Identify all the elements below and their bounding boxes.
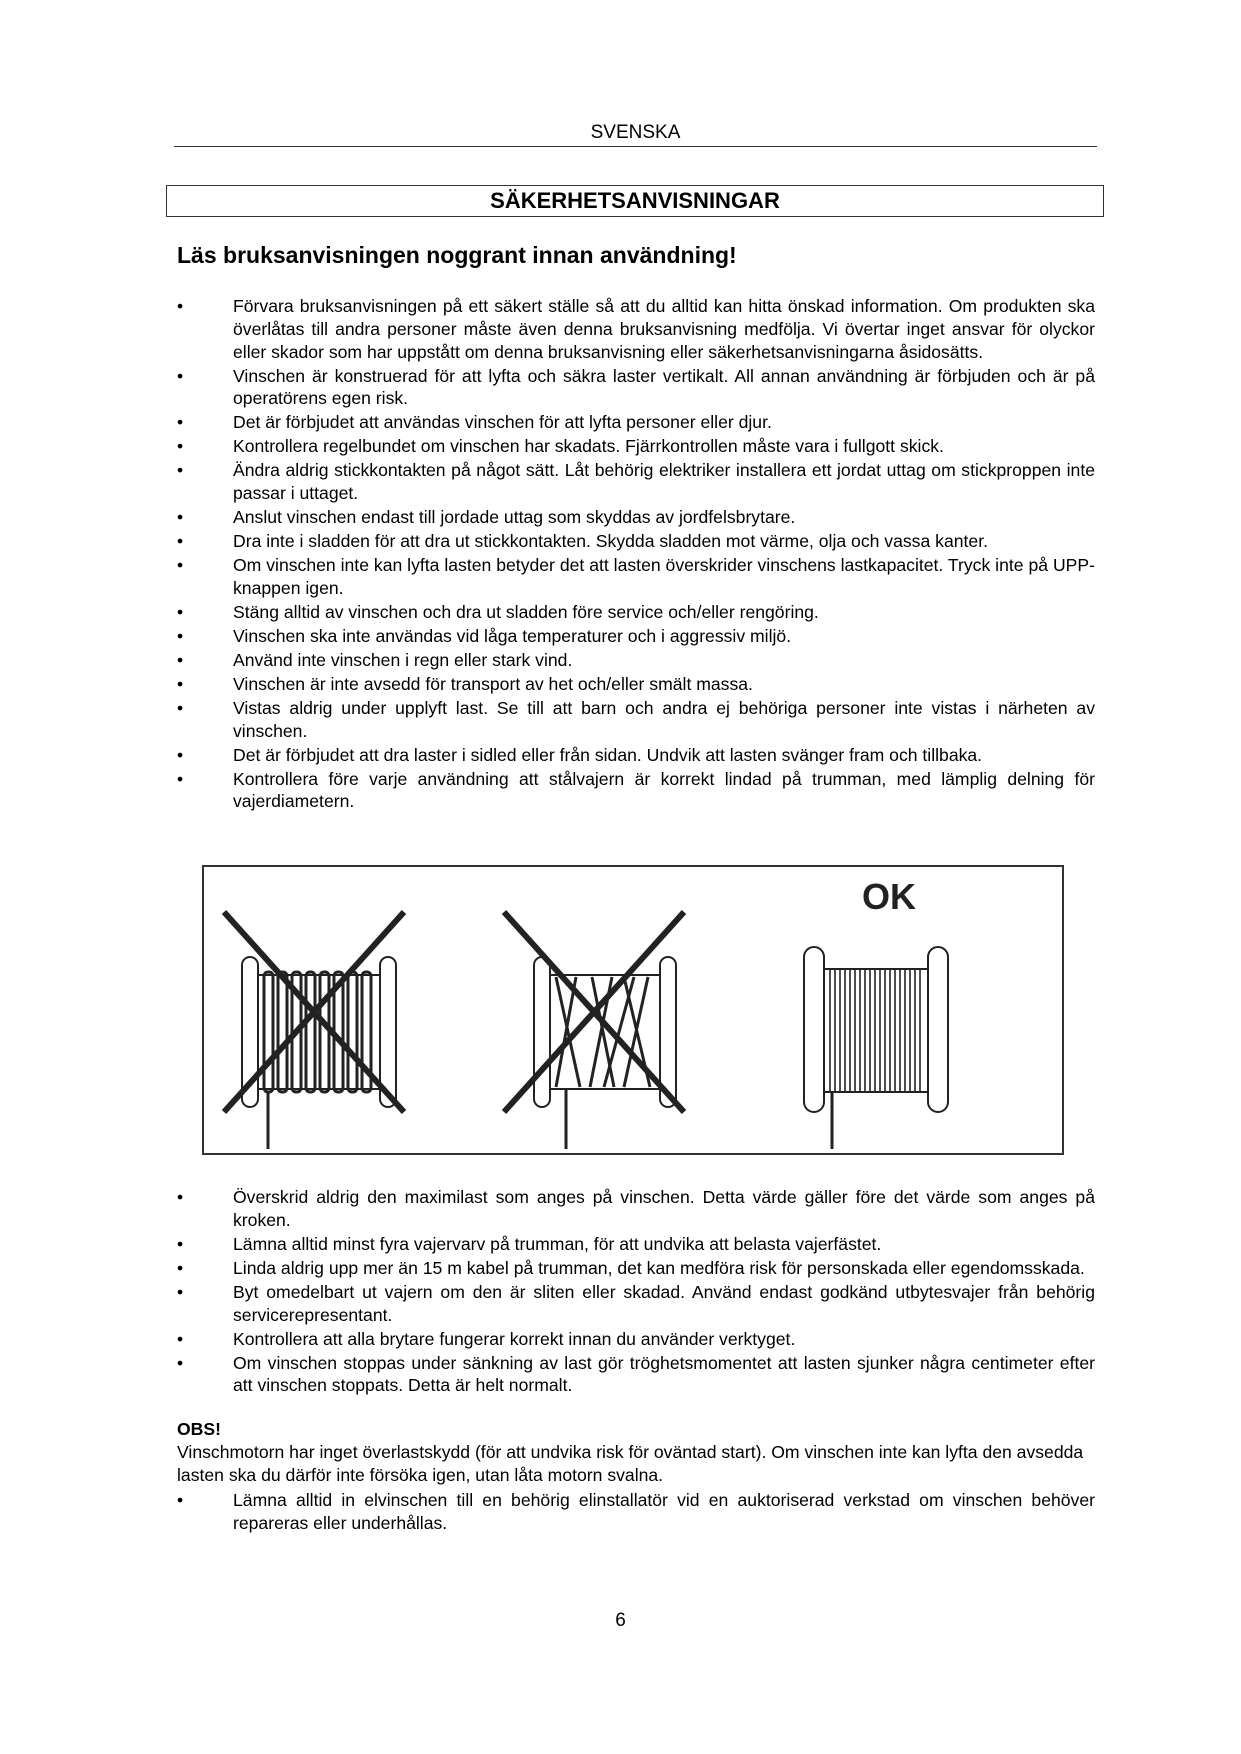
- bullet-icon: •: [177, 1257, 184, 1278]
- list-item-text: Vistas aldrig under upplyft last. Se till att barn och andra ej behöriga personer inte vistas i närheten av vinschen.: [233, 697, 1095, 741]
- list-item-text: Om vinschen stoppas under sänkning av last gör tröghetsmomentet att lasten sjunker några centimeter efter att vinschen stoppats. Detta är helt normalt.: [233, 1352, 1095, 1396]
- drum-correct-ok: [804, 947, 948, 1149]
- list-item: [177, 1186, 1095, 1232]
- bullet-icon: •: [177, 1490, 184, 1510]
- list-item-text: Stäng alltid av vinschen och dra ut sladden före service och/eller rengöring.: [233, 601, 819, 622]
- list-item-text: Lämna alltid minst fyra vajervarv på trumman, för att undvika att belasta vajerfästet.: [233, 1233, 882, 1254]
- safety-list-2: [177, 1186, 1095, 1398]
- list-item-text: Det är förbjudet att dra laster i sidled eller från sidan. Undvik att lasten svänger fram och tillbaka.: [233, 744, 983, 765]
- list-item-text: Kontrollera regelbundet om vinschen har skadats. Fjärrkontrollen måste vara i fullgott skick.: [233, 436, 944, 457]
- list-item-text: Använd inte vinschen i regn eller stark vind.: [233, 649, 573, 670]
- list-item: [177, 1489, 1095, 1535]
- drum2-left-flange: [534, 957, 550, 1107]
- bullet-icon: •: [177, 744, 184, 765]
- ok-label: OK: [862, 876, 916, 917]
- list-item-text: Byt omedelbart ut vajern om den är sliten eller skadad. Använd endast godkänd utbytesvajer från behörig servicerepresentant.: [233, 1281, 1095, 1325]
- bullet-icon: •: [177, 296, 184, 316]
- list-item-text: Lämna alltid in elvinschen till en behörig elinstallatör vid en auktoriserad verkstad om vinschen behöver repareras eller underhållas.: [233, 1490, 1095, 1533]
- bullet-icon: •: [177, 649, 184, 670]
- drum3-left-flange: [804, 947, 824, 1112]
- list-item: [177, 295, 1095, 363]
- winding-illustration: [204, 867, 1062, 1153]
- header-rule: [174, 146, 1097, 147]
- list-item-text: Dra inte i sladden för att dra ut stickkontakten. Skydda sladden mot värme, olja och vassa kanter.: [233, 531, 988, 552]
- list-item-text: Det är förbjudet att användas vinschen för att lyfta personer eller djur.: [233, 412, 772, 433]
- bullet-icon: •: [177, 1187, 184, 1207]
- bullet-icon: •: [177, 673, 184, 694]
- list-item: [177, 1257, 1095, 1280]
- bullet-icon: •: [177, 1233, 184, 1254]
- bullet-icon: •: [177, 1281, 184, 1302]
- list-item: [177, 365, 1095, 411]
- list-item: [177, 649, 1095, 672]
- obs-text: Vinschmotorn har inget överlastskydd (för att undvika risk för oväntad start). Om vinschen inte kan lyfta den avsedda lasten ska du därför inte försöka igen, utan låta motorn svalna.: [177, 1442, 1084, 1485]
- bullet-icon: •: [177, 1352, 184, 1373]
- bullet-icon: •: [177, 601, 184, 622]
- list-item-text: Kontrollera före varje användning att stålvajern är korrekt lindad på trumman, med lämplig delning för vajerdiametern.: [233, 768, 1095, 812]
- bullet-icon: •: [177, 365, 184, 386]
- bullet-icon: •: [177, 768, 184, 789]
- list-item: [177, 744, 1095, 767]
- list-item-text: Vinschen är inte avsedd för transport av het och/eller smält massa.: [233, 673, 753, 694]
- bullet-icon: •: [177, 531, 184, 552]
- bullet-icon: •: [177, 1328, 184, 1349]
- list-item-text: Ändra aldrig stickkontakten på något sätt. Låt behörig elektriker installera ett jordat uttag om stickproppen inte passar i uttaget.: [233, 460, 1095, 504]
- bullet-icon: •: [177, 436, 184, 457]
- list-item: [177, 625, 1095, 648]
- list-item: [177, 601, 1095, 624]
- cable-winding-figure: [202, 865, 1064, 1155]
- bullet-icon: •: [177, 697, 184, 718]
- list-item: [177, 554, 1095, 600]
- list-item: [177, 1328, 1095, 1351]
- list-item: [177, 673, 1095, 696]
- bullet-icon: •: [177, 507, 184, 528]
- section-title: SÄKERHETSANVISNINGAR: [166, 185, 1104, 217]
- bullet-icon: •: [177, 412, 184, 433]
- obs-label: OBS!: [177, 1419, 221, 1439]
- bullet-icon: •: [177, 555, 184, 576]
- list-item: [177, 435, 1095, 458]
- list-item-text: Linda aldrig upp mer än 15 m kabel på trumman, det kan medföra risk för personskada eller egendomsskada.: [233, 1257, 1085, 1278]
- list-item-text: Anslut vinschen endast till jordade uttag som skyddas av jordfelsbrytare.: [233, 507, 796, 528]
- list-item-text: Överskrid aldrig den maximilast som anges på vinschen. Detta värde gäller före det värde som anges på kroken.: [233, 1187, 1095, 1230]
- list-item: [177, 530, 1095, 553]
- list-item: [177, 1352, 1095, 1398]
- list-item-text: Förvara bruksanvisningen på ett säkert ställe så att du alltid kan hitta önskad information. Om produkten ska överlåtas till andra personer måste även denna bruksanvisning medfölja. Vi övertar inget ansvar för olyckor eller skador som har uppstått om denna bruksanvisning eller säkerhetsanvisningarna åsidosätts.: [233, 296, 1095, 362]
- list-item: [177, 411, 1095, 434]
- drum3-right-flange: [928, 947, 948, 1112]
- list-item-text: Vinschen ska inte användas vid låga temperaturer och i aggressiv miljö.: [233, 625, 792, 646]
- bullet-icon: •: [177, 625, 184, 646]
- list-item: [177, 1233, 1095, 1256]
- list-item-text: Vinschen är konstruerad för att lyfta och säkra laster vertikalt. All annan användning är förbjuden och är på operatörens egen risk.: [233, 365, 1095, 409]
- intro-heading: Läs bruksanvisningen noggrant innan användning!: [177, 242, 737, 268]
- bullet-icon: •: [177, 460, 184, 481]
- safety-list-3: [177, 1489, 1095, 1536]
- list-item-text: Kontrollera att alla brytare fungerar korrekt innan du använder verktyget.: [233, 1328, 796, 1349]
- list-item: [177, 459, 1095, 505]
- list-item: [177, 1281, 1095, 1327]
- list-item: [177, 768, 1095, 814]
- list-item: [177, 506, 1095, 529]
- safety-list-1: [177, 295, 1095, 814]
- drum-crossed-wrong: [504, 912, 684, 1149]
- list-item: [177, 697, 1095, 743]
- drum-loose-wrong: [224, 912, 404, 1149]
- header-language: SVENSKA: [590, 122, 681, 143]
- list-item-text: Om vinschen inte kan lyfta lasten betyder det att lasten överskrider vinschens lastkapacitet. Tryck inte på UPP-knappen igen.: [233, 555, 1095, 598]
- page-number: 6: [615, 1610, 626, 1631]
